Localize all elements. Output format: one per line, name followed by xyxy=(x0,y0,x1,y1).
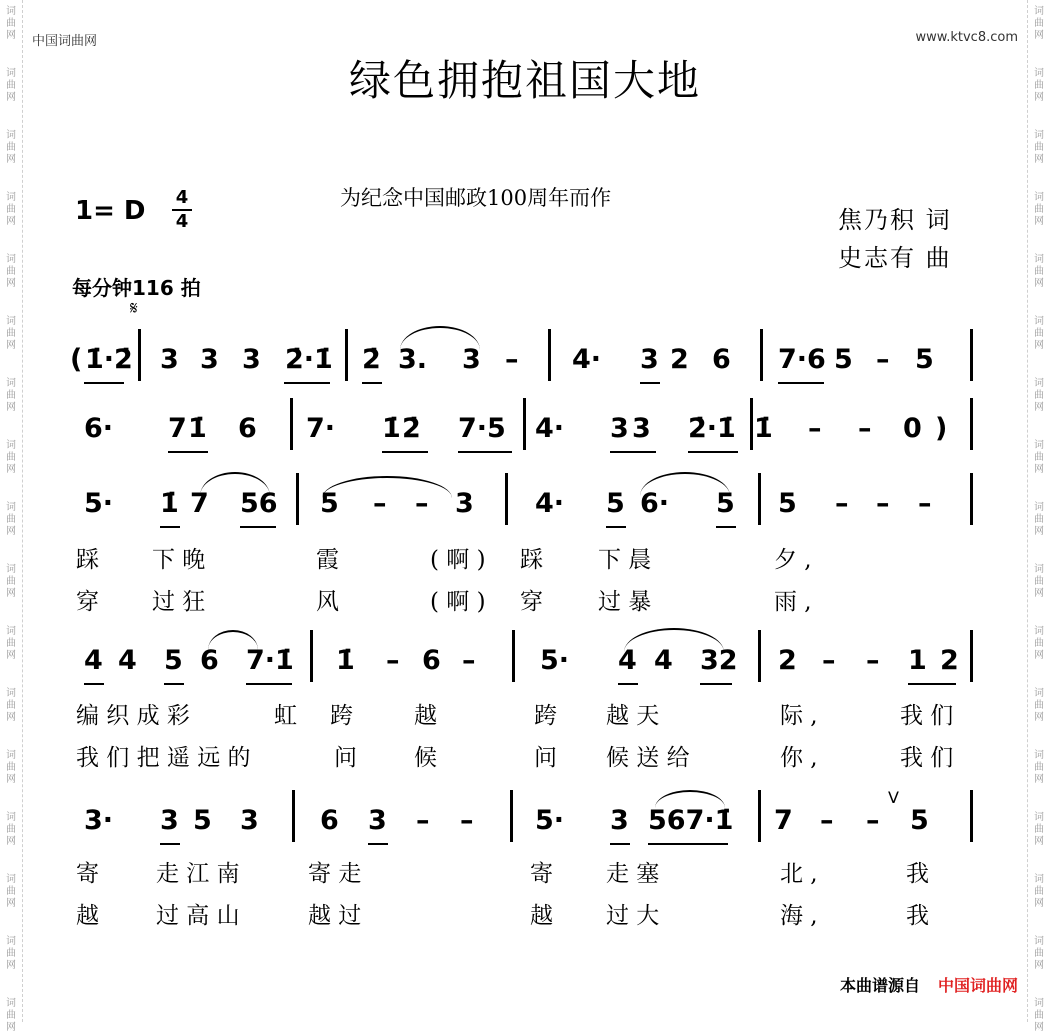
beam-line xyxy=(908,683,956,685)
lyric-word: 过 高 山 xyxy=(156,903,240,929)
watermark-mark: 词 曲 网 xyxy=(1034,750,1044,785)
watermark-mark: 词 曲 网 xyxy=(6,812,16,847)
score-note: 6· xyxy=(640,488,670,519)
score-note: 5 xyxy=(910,805,929,836)
score-note: 2̇ xyxy=(402,413,421,444)
lyric-word: 我 们 把 遥 远 的 xyxy=(76,745,251,771)
score-row xyxy=(0,806,1050,850)
watermark-mark: 词 曲 网 xyxy=(6,254,16,289)
segno-sign: 𝄋 xyxy=(130,298,138,319)
score-note: 3 xyxy=(200,344,219,375)
lyric-word: 我 们 xyxy=(900,745,954,771)
barline xyxy=(970,790,973,842)
score-note: 3· xyxy=(84,805,114,836)
score-note: 3 xyxy=(462,344,481,375)
score-note: 3 xyxy=(160,805,179,836)
beam-line xyxy=(362,382,382,384)
lyric-word: ( 啊 ) xyxy=(430,547,486,573)
barline xyxy=(758,473,761,525)
lyric-word: 跨 xyxy=(330,703,353,729)
score-note: – xyxy=(416,805,430,836)
score-note: 56 xyxy=(240,488,278,519)
lyric-word: 过 暴 xyxy=(598,589,652,615)
tie-slur xyxy=(624,628,724,652)
barline xyxy=(296,473,299,525)
beam-line xyxy=(618,683,638,685)
barline xyxy=(750,398,753,450)
watermark-mark: 词 曲 网 xyxy=(1034,192,1044,227)
score-note: 3 xyxy=(240,805,259,836)
score-note: 3 xyxy=(455,488,474,519)
lyric-word: 越 天 xyxy=(606,703,660,729)
score-note: 3 xyxy=(160,344,179,375)
barline xyxy=(758,790,761,842)
score-note: 3. xyxy=(398,344,428,375)
score-note: – xyxy=(460,805,474,836)
beam-line xyxy=(606,526,626,528)
score-row xyxy=(0,345,1050,389)
score-note: 6 xyxy=(712,344,731,375)
lyric-word: 我 xyxy=(906,861,929,887)
score-note: ) xyxy=(935,413,948,444)
tempo-marking: 每分钟116 拍 xyxy=(72,276,201,300)
watermark-mark: 词 曲 网 xyxy=(1034,130,1044,165)
lyric-word: 海 , xyxy=(780,903,818,929)
beam-line xyxy=(160,526,180,528)
score-note: – xyxy=(373,488,387,519)
score-note: 3 xyxy=(632,413,651,444)
score-note: 3 xyxy=(640,344,659,375)
key-signature: 1= D xyxy=(75,196,146,226)
beam-line xyxy=(168,451,208,453)
beam-line xyxy=(648,843,728,845)
lyric-word: 寄 走 xyxy=(308,861,362,887)
score-note: 567·1̇ xyxy=(648,805,734,836)
lyric-word: 踩 xyxy=(520,547,543,573)
lyric-word: 际 , xyxy=(780,703,818,729)
watermark-mark: 词 曲 网 xyxy=(1034,688,1044,723)
lyric-word: 过 狂 xyxy=(152,589,206,615)
score-note: – xyxy=(462,645,476,676)
lyric-word: 编 织 成 彩 xyxy=(76,703,190,729)
barline xyxy=(970,398,973,450)
score-note: 3 xyxy=(242,344,261,375)
lyric-word: 寄 xyxy=(76,861,99,887)
lyric-word: 越 过 xyxy=(308,903,362,929)
score-note: – xyxy=(866,645,880,676)
barline xyxy=(758,630,761,682)
source-footer xyxy=(840,973,1018,996)
lyric-word: 雨 , xyxy=(774,589,812,615)
barline xyxy=(970,630,973,682)
score-note: – xyxy=(876,344,890,375)
score-note: 5 xyxy=(915,344,934,375)
score-note: 2̇·1̇ xyxy=(688,413,736,444)
watermark-mark: 词 曲 网 xyxy=(6,130,16,165)
beam-line xyxy=(84,683,104,685)
lyric-word: 候 送 给 xyxy=(606,745,690,771)
lyric-word: 候 xyxy=(414,745,437,771)
score-note: 1̇ xyxy=(336,645,355,676)
watermark-mark: 词 曲 网 xyxy=(1034,812,1044,847)
lyric-word: 风 xyxy=(316,589,339,615)
beam-line xyxy=(700,683,732,685)
watermark-mark: 词 曲 网 xyxy=(6,378,16,413)
beam-line xyxy=(84,382,124,384)
score-note: 6 xyxy=(200,645,219,676)
barline xyxy=(548,329,551,381)
score-note: 4 xyxy=(84,645,103,676)
lyric-word: 走 江 南 xyxy=(156,861,240,887)
score-note: 6· xyxy=(84,413,114,444)
beam-line xyxy=(640,382,660,384)
score-note: 5 xyxy=(834,344,853,375)
lyric-word: 夕 , xyxy=(774,547,812,573)
score-note: 6 xyxy=(422,645,441,676)
watermark-mark: 词 曲 网 xyxy=(6,564,16,599)
lyric-word: 下 晨 xyxy=(598,547,652,573)
score-note: 5 xyxy=(716,488,735,519)
score-row xyxy=(0,489,1050,533)
score-note: 5· xyxy=(84,488,114,519)
score-note: 4 xyxy=(118,645,137,676)
watermark-mark: 词 曲 网 xyxy=(6,626,16,661)
beam-line xyxy=(368,843,388,845)
watermark-mark: 词 曲 网 xyxy=(6,440,16,475)
time-signature-top: 4 xyxy=(175,187,189,208)
score-note: – xyxy=(505,344,519,375)
score-note: 4· xyxy=(535,413,565,444)
watermark-mark: 词 曲 网 xyxy=(1034,502,1044,537)
lyricist-credit: 焦乃积 词 xyxy=(838,206,952,234)
beam-line xyxy=(240,526,276,528)
score-row xyxy=(0,414,1050,458)
score-note: 1̇ xyxy=(160,488,179,519)
watermark-mark: 词 曲 网 xyxy=(6,316,16,351)
watermark-mark: 词 曲 网 xyxy=(1034,936,1044,971)
tie-slur xyxy=(208,630,258,650)
watermark-mark: 词 曲 网 xyxy=(1034,6,1044,41)
beam-line xyxy=(778,382,824,384)
lyric-word: 虹 xyxy=(274,703,297,729)
score-note: 7·5 xyxy=(458,413,506,444)
tie-slur xyxy=(322,476,452,498)
watermark-mark: 词 曲 网 xyxy=(6,874,16,909)
lyric-word: 过 大 xyxy=(606,903,660,929)
barline xyxy=(290,398,293,450)
tie-slur xyxy=(640,472,730,496)
beam-line xyxy=(610,451,656,453)
watermark-mark: 词 曲 网 xyxy=(6,68,16,103)
score-note: 5 xyxy=(193,805,212,836)
score-note: 7 xyxy=(168,413,187,444)
score-note: 7 xyxy=(774,805,793,836)
barline xyxy=(292,790,295,842)
score-note: – xyxy=(918,488,932,519)
beam-line xyxy=(284,382,330,384)
score-note: 4 xyxy=(618,645,637,676)
watermark-mark: 词 曲 网 xyxy=(6,750,16,785)
score-note: 5· xyxy=(535,805,565,836)
lyric-word: 北 , xyxy=(780,861,818,887)
lyric-word: 下 晚 xyxy=(152,547,206,573)
watermark-mark: 词 曲 网 xyxy=(1034,378,1044,413)
score-note: 2 xyxy=(670,344,689,375)
score-note: 7·1̇ xyxy=(246,645,294,676)
lyric-word: 我 xyxy=(906,903,929,929)
score-note: 6 xyxy=(320,805,339,836)
beam-line xyxy=(610,843,630,845)
score-note: 2 xyxy=(940,645,959,676)
lyric-word: 跨 xyxy=(534,703,557,729)
watermark-mark: 词 曲 网 xyxy=(1034,998,1044,1033)
score-note: – xyxy=(820,805,834,836)
score-note: 1̇·2̇ xyxy=(85,344,133,375)
score-note: 2̇·1̇ xyxy=(285,344,333,375)
lyric-word: ( 啊 ) xyxy=(430,589,486,615)
dedication-subtitle: 为纪念中国邮政100周年而作 xyxy=(340,186,612,210)
beam-line xyxy=(716,526,736,528)
watermark-mark: 词 曲 网 xyxy=(6,192,16,227)
score-note: 7· xyxy=(306,413,336,444)
score-note: 2 xyxy=(778,645,797,676)
score-note: – xyxy=(835,488,849,519)
time-signature xyxy=(172,188,192,232)
lyric-word: 越 xyxy=(530,903,553,929)
lyric-word: 穿 xyxy=(76,589,99,615)
score-note: – xyxy=(415,488,429,519)
lyric-word: 寄 xyxy=(530,861,553,887)
barline xyxy=(345,329,348,381)
barline xyxy=(510,790,513,842)
score-note: – xyxy=(876,488,890,519)
lyric-word: 我 们 xyxy=(900,703,954,729)
barline xyxy=(505,473,508,525)
score-note: 5 xyxy=(606,488,625,519)
lyric-word: 你 , xyxy=(780,745,818,771)
watermark-mark: 词 曲 网 xyxy=(6,936,16,971)
score-note: ( xyxy=(70,344,83,375)
score-note: 3 xyxy=(610,805,629,836)
beam-line xyxy=(688,451,738,453)
score-note: – xyxy=(866,805,880,836)
score-note: – xyxy=(858,413,872,444)
lyric-word: 问 xyxy=(334,745,357,771)
lyric-word: 走 塞 xyxy=(606,861,660,887)
barline xyxy=(970,329,973,381)
score-note: 6 xyxy=(238,413,257,444)
tie-slur xyxy=(655,790,725,808)
composer-credit: 史志有 曲 xyxy=(838,244,952,272)
score-note: 5 xyxy=(320,488,339,519)
watermark-mark: 词 曲 网 xyxy=(1034,564,1044,599)
watermark-mark: 词 曲 网 xyxy=(1034,316,1044,351)
watermark-mark: 词 曲 网 xyxy=(6,6,16,41)
tie-slur xyxy=(400,326,480,350)
lyric-word: 踩 xyxy=(76,547,99,573)
beam-line xyxy=(382,451,428,453)
score-note: 4· xyxy=(535,488,565,519)
score-note: 1̇ xyxy=(382,413,401,444)
score-note: 5· xyxy=(540,645,570,676)
score-note: 1 xyxy=(908,645,927,676)
score-note: 3 xyxy=(368,805,387,836)
watermark-mark: 词 曲 网 xyxy=(1034,626,1044,661)
score-note: 1̇ xyxy=(754,413,773,444)
beam-line xyxy=(160,843,180,845)
score-note: 3 xyxy=(610,413,629,444)
barline xyxy=(512,630,515,682)
site-name-left: 中国词曲网 xyxy=(32,34,98,49)
watermark-mark: 词 曲 网 xyxy=(6,688,16,723)
watermark-mark: 词 曲 网 xyxy=(6,998,16,1033)
score-note: – xyxy=(808,413,822,444)
song-title: 绿色拥抱祖国大地 xyxy=(348,56,701,105)
barline xyxy=(138,329,141,381)
score-note: 4· xyxy=(572,344,602,375)
barline xyxy=(523,398,526,450)
source-site: 中国词曲网 xyxy=(937,976,1018,995)
beam-line xyxy=(458,451,512,453)
score-note: 5 xyxy=(164,645,183,676)
score-row xyxy=(0,646,1050,690)
score-note: 32 xyxy=(700,645,738,676)
score-note: – xyxy=(386,645,400,676)
score-note: 1̇ xyxy=(188,413,207,444)
site-url-right: www.ktvc8.com xyxy=(915,30,1018,45)
watermark-mark: 词 曲 网 xyxy=(1034,874,1044,909)
lyric-word: 穿 xyxy=(520,589,543,615)
source-label: 本曲谱源自 xyxy=(839,976,920,995)
lyric-word: 越 xyxy=(76,903,99,929)
watermark-mark: 词 曲 网 xyxy=(1034,68,1044,103)
tie-slur xyxy=(200,472,270,496)
score-note: 2̇ xyxy=(362,344,381,375)
watermark-mark: 词 曲 网 xyxy=(1034,440,1044,475)
score-note: 0 xyxy=(903,413,922,444)
score-note: 7·6 xyxy=(778,344,826,375)
lyric-word: 越 xyxy=(414,703,437,729)
watermark-mark: 词 曲 网 xyxy=(1034,254,1044,289)
barline xyxy=(970,473,973,525)
score-note: 5 xyxy=(778,488,797,519)
time-signature-bottom: 4 xyxy=(175,211,189,232)
beam-line xyxy=(246,683,292,685)
breath-mark: V xyxy=(888,788,899,807)
score-note: – xyxy=(822,645,836,676)
lyric-word: 问 xyxy=(534,745,557,771)
lyric-word: 霞 xyxy=(316,547,339,573)
barline xyxy=(760,329,763,381)
score-note: 4 xyxy=(654,645,673,676)
beam-line xyxy=(164,683,184,685)
score-note: 7 xyxy=(190,488,209,519)
barline xyxy=(310,630,313,682)
watermark-mark: 词 曲 网 xyxy=(6,502,16,537)
